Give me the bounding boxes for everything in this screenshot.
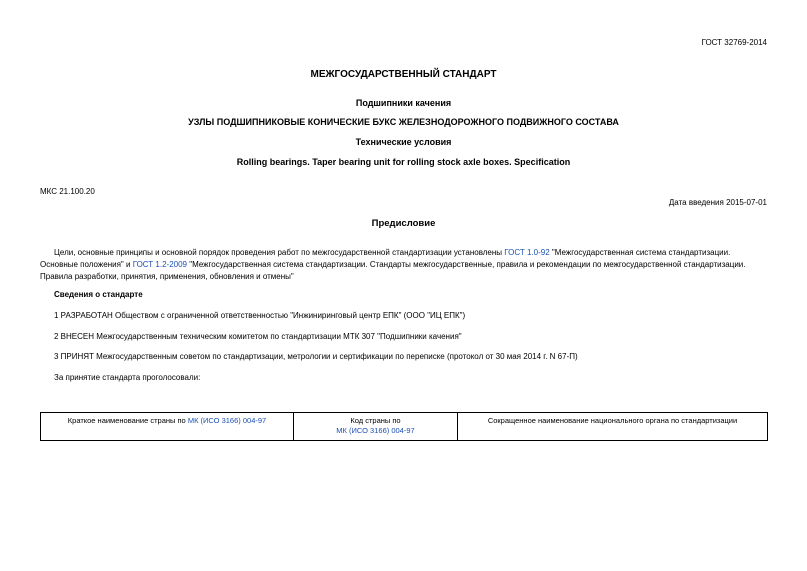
info-item-introduced: 2 ВНЕСЕН Межгосударственным техническим комитетом по стандартизации МТК 307 "Подшипники качения" [54, 332, 462, 341]
mk-iso-link-1[interactable]: МК (ИСО 3166) 004-97 [187, 416, 267, 425]
gost-1-2-2009-link[interactable]: ГОСТ 1.2-2009 [132, 260, 187, 269]
intro-date: Дата введения 2015-07-01 [668, 198, 767, 207]
info-item-adopted: 3 ПРИНЯТ Межгосударственным советом по стандартизации, метрологии и сертификации по переписке (протокол от 30 мая 2014 г. N 67-П) [54, 352, 578, 361]
info-item-voted: За принятие стандарта проголосовали: [54, 373, 201, 382]
conditions-title: Технические условия [355, 137, 452, 147]
interstate-standard-title: МЕЖГОСУДАРСТВЕННЫЙ СТАНДАРТ [310, 69, 497, 80]
foreword-text-c: "Межгосударственная система стандартизации. Стандарты межгосударственные, правила и рекомендации по межгосударственной стандартизации. Правила разработки, принятия, применения, обновления и отмены" [40, 260, 746, 281]
table-header-row [41, 413, 768, 441]
country-name-header-text: Краткое наименование страны по [67, 416, 188, 425]
foreword-title: Предисловие [371, 218, 436, 229]
table-header-country-name [41, 413, 294, 441]
mk-iso-link-2[interactable]: МК (ИСО 3166) 004-97 [336, 426, 415, 435]
mks-code: МКС 21.100.20 [40, 187, 95, 196]
document-code: ГОСТ 32769-2014 [701, 38, 767, 47]
foreword-text-b: "Межгосударственная система стандартизации. Основные положения" и [40, 248, 731, 269]
table-header-national-body: Сокращенное наименование национального органа по стандартизации [458, 413, 768, 441]
gost-1-0-92-link[interactable]: ГОСТ 1.0-92 [504, 248, 550, 257]
info-item-developed: 1 РАЗРАБОТАН Обществом с ограниченной ответственностью "Инжиниринговый центр ЕПК" (ООО "ИЦ ЕПК") [54, 311, 466, 320]
english-title: Rolling bearings. Taper bearing unit for rolling stock axle boxes. Specification [236, 157, 571, 167]
foreword-paragraph [40, 247, 768, 283]
table-header-country-code [294, 413, 458, 441]
standard-info-title: Сведения о стандарте [54, 290, 143, 299]
voting-countries-table [40, 412, 768, 441]
foreword-text-a: Цели, основные принципы и основной порядок проведения работ по межгосударственной стандартизации установлены [54, 248, 505, 257]
country-code-header-text: Код страны по [350, 416, 401, 425]
main-title: УЗЛЫ ПОДШИПНИКОВЫЕ КОНИЧЕСКИЕ БУКС ЖЕЛЕЗНОДОРОЖНОГО ПОДВИЖНОГО СОСТАВА [188, 117, 619, 127]
subject-title: Подшипники качения [355, 98, 452, 108]
